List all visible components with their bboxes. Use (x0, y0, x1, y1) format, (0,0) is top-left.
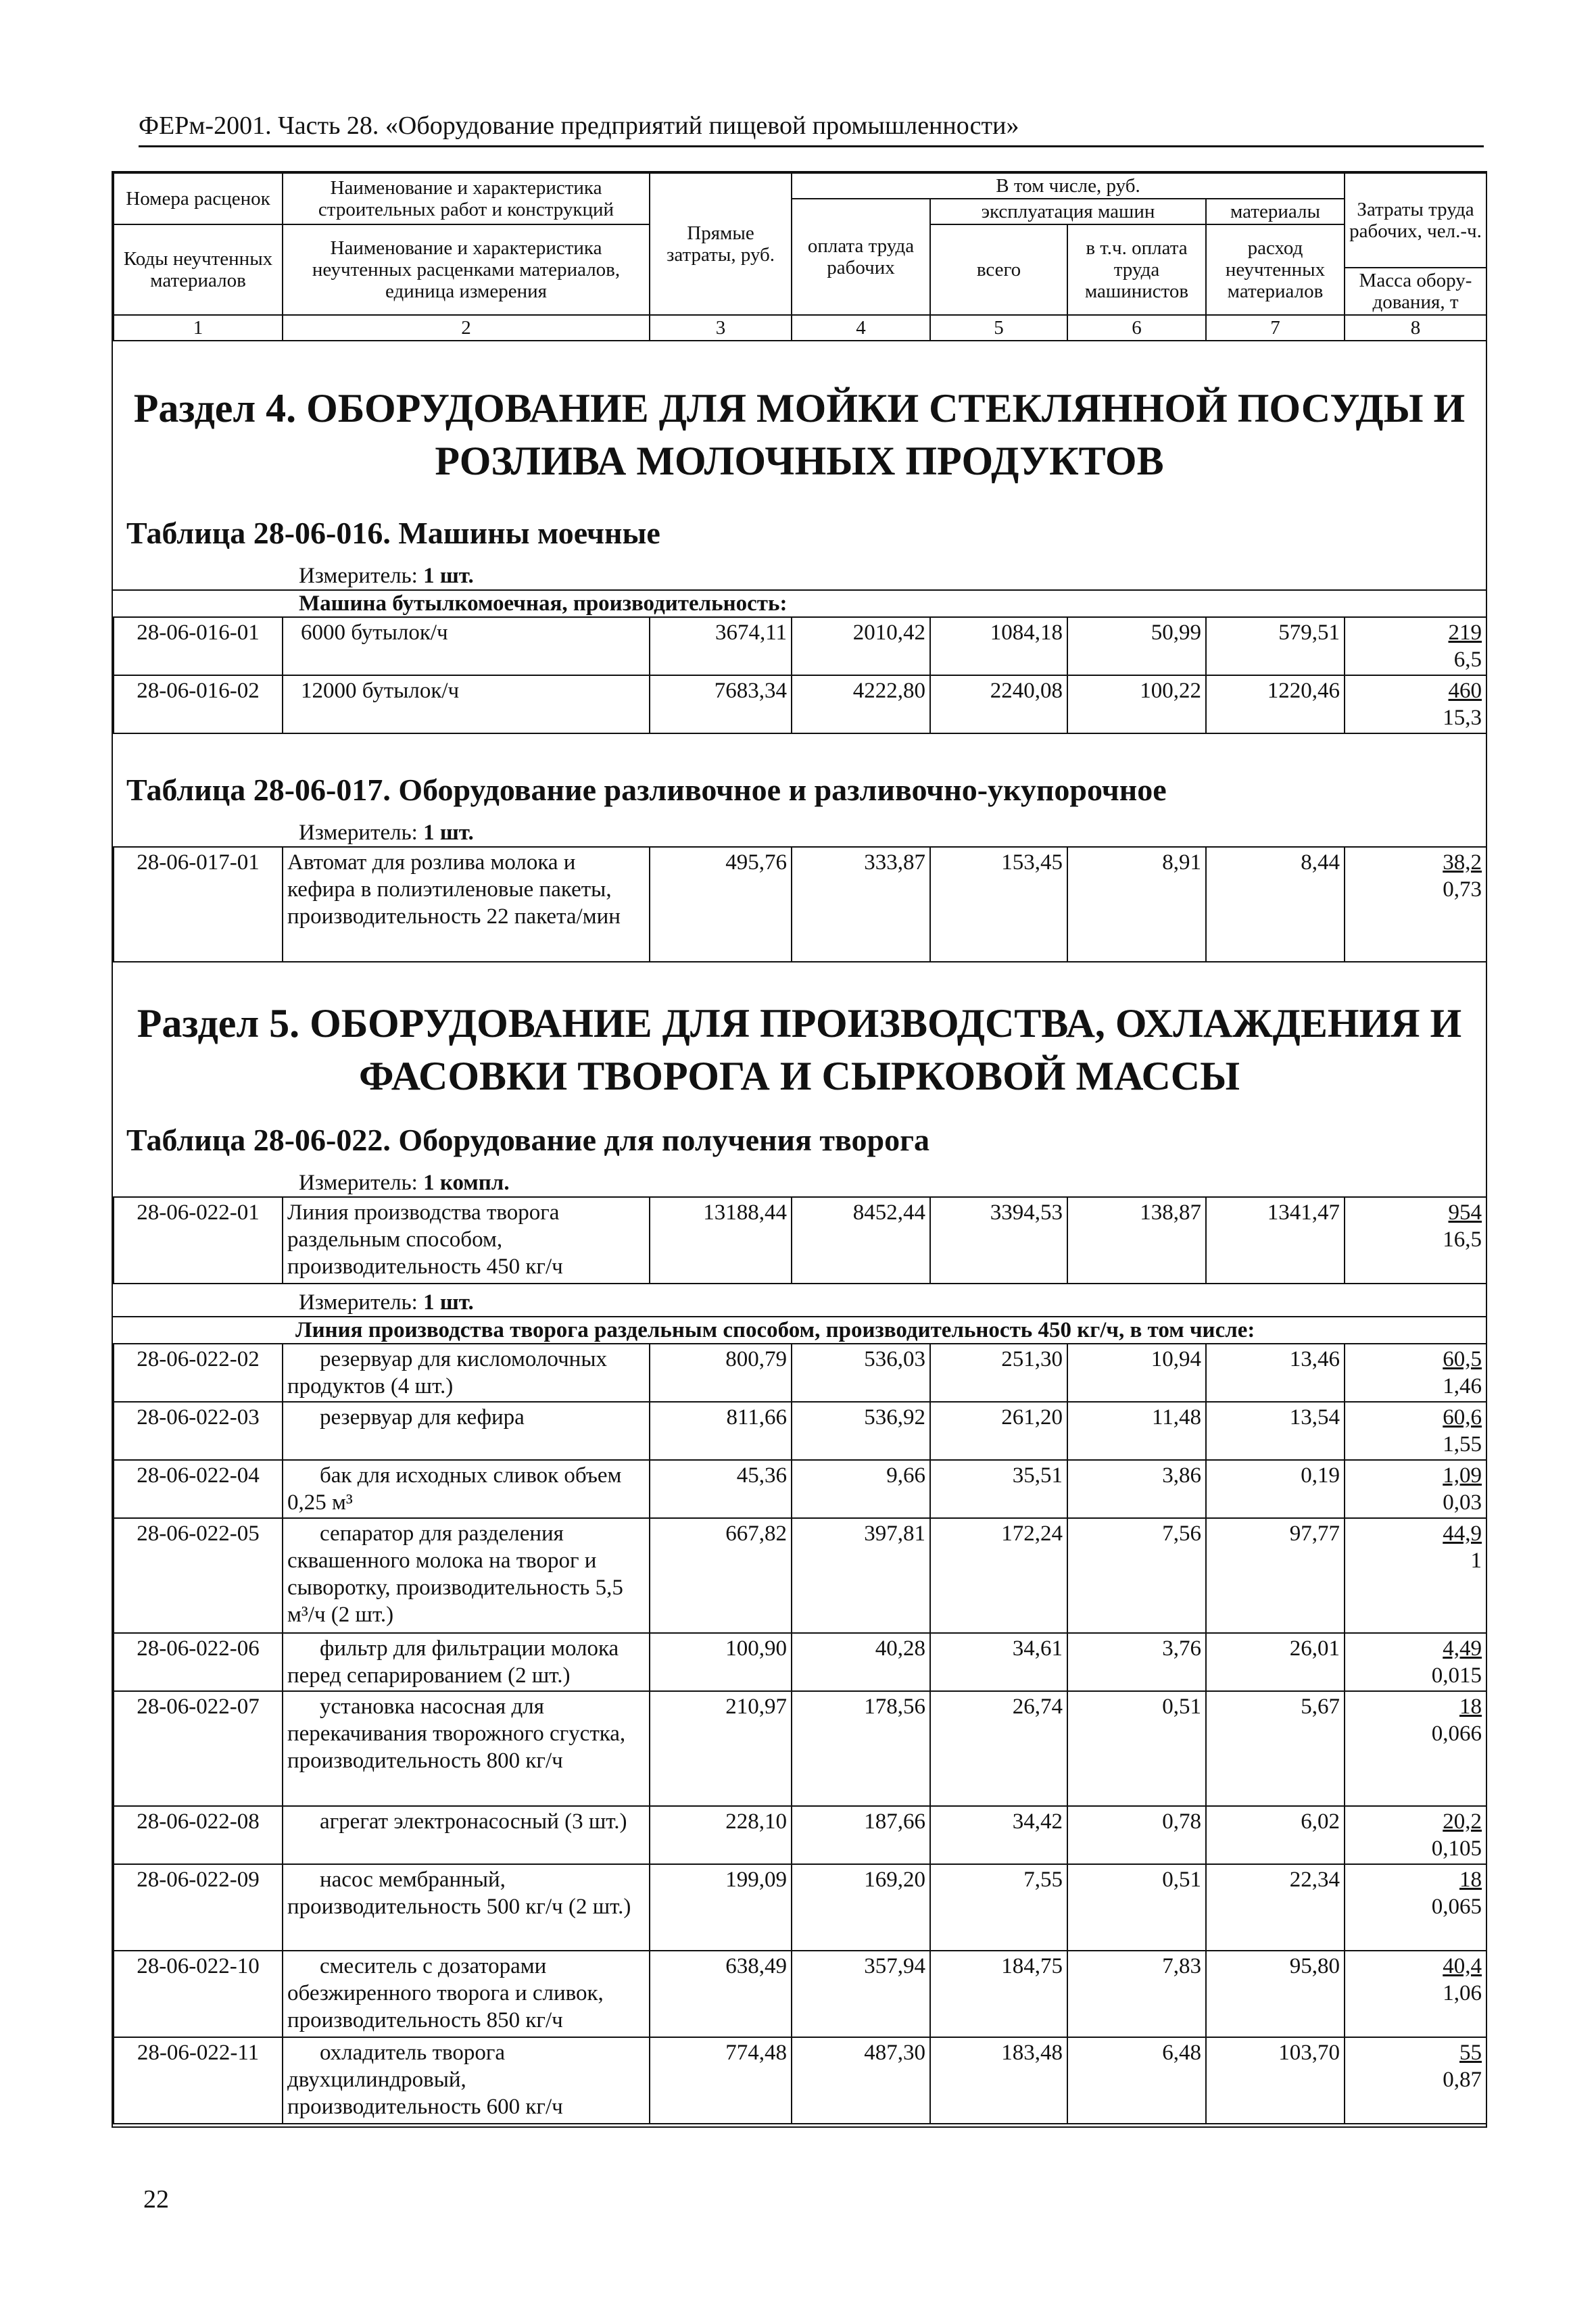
mass-value: 0,87 (1443, 2068, 1482, 2092)
rate-name: охладитель творога двухцилиндровый, производительность 600 кг/ч (283, 2037, 650, 2124)
labor-and-mass (1345, 1197, 1486, 1284)
direct-costs: 7683,34 (650, 675, 792, 733)
section-4-title (113, 382, 1486, 487)
rate-name: установка насосная для перекачивания творожного сгустка, производительность 800 кг/ч (283, 1691, 650, 1806)
table-row (114, 675, 1486, 733)
mass-value: 6,5 (1453, 648, 1482, 672)
labor-value: 38,2 (1443, 850, 1482, 875)
unit-line (299, 1170, 510, 1196)
table-017-rows (113, 846, 1487, 962)
labor-and-mass (1345, 675, 1486, 733)
rate-name: насос мембранный, производительность 500 кг/ч (2 шт.) (283, 1864, 650, 1951)
wages: 536,92 (792, 1402, 930, 1460)
col-header-machines: эксплуатация машин (930, 199, 1206, 224)
table-row (114, 1344, 1486, 1402)
mass-value: 0,73 (1443, 877, 1482, 902)
mass-value: 0,03 (1443, 1490, 1482, 1515)
machinist-wages: 8,91 (1067, 847, 1206, 962)
labor-value: 219 (1448, 620, 1482, 645)
direct-costs: 13188,44 (650, 1197, 792, 1284)
rate-code: 28-06-022-09 (114, 1864, 283, 1951)
section-5-title (113, 997, 1486, 1102)
wages: 8452,44 (792, 1197, 930, 1284)
materials: 26,01 (1206, 1633, 1345, 1691)
labor-value: 18 (1459, 1695, 1482, 1719)
rate-name: Линия производства творога раздельным способом, производительность 450 кг/ч (283, 1197, 650, 1284)
labor-value: 4,49 (1443, 1636, 1482, 1661)
table-row (114, 1691, 1486, 1806)
machines-total: 153,45 (930, 847, 1067, 962)
machinist-wages: 6,48 (1067, 2037, 1206, 2124)
wages: 187,66 (792, 1806, 930, 1864)
machinist-wages: 11,48 (1067, 1402, 1206, 1460)
materials: 8,44 (1206, 847, 1345, 962)
col-header-group: В том числе, руб. (792, 173, 1345, 199)
col-number: 1 (114, 315, 283, 341)
materials: 6,02 (1206, 1806, 1345, 1864)
col-header-labor: Затраты труда рабочих, чел.-ч. (1345, 173, 1486, 268)
machines-total: 35,51 (930, 1460, 1067, 1518)
machinist-wages: 0,51 (1067, 1864, 1206, 1951)
mass-value: 15,3 (1443, 706, 1482, 730)
table-row (114, 1518, 1486, 1633)
wages: 536,03 (792, 1344, 930, 1402)
machinist-wages: 50,99 (1067, 617, 1206, 675)
materials: 5,67 (1206, 1691, 1345, 1806)
table-row (114, 1951, 1486, 2037)
wages: 40,28 (792, 1633, 930, 1691)
section-title-line: РОЗЛИВА МОЛОЧНЫХ ПРОДУКТОВ (435, 439, 1164, 483)
labor-value: 460 (1448, 679, 1482, 703)
table-row (114, 1197, 1486, 1284)
wages: 487,30 (792, 2037, 930, 2124)
labor-and-mass (1345, 1460, 1486, 1518)
materials: 579,51 (1206, 617, 1345, 675)
col-number: 8 (1345, 315, 1486, 341)
unit-label: Измеритель: (299, 1171, 418, 1195)
unit-value: 1 шт. (423, 564, 474, 588)
col-header-materials: материалы (1206, 199, 1345, 224)
machinist-wages: 138,87 (1067, 1197, 1206, 1284)
labor-and-mass (1345, 1633, 1486, 1691)
table-022-rows (113, 1343, 1487, 2124)
table-row (114, 617, 1486, 675)
col-header-machines-total: всего (930, 224, 1067, 315)
machines-total: 34,61 (930, 1633, 1067, 1691)
unit-line (299, 1290, 474, 1315)
direct-costs: 811,66 (650, 1402, 792, 1460)
rate-name: 12000 бутылок/ч (283, 675, 650, 733)
col-header-codes: Номера расценок (114, 173, 283, 224)
labor-value: 60,5 (1443, 1347, 1482, 1371)
unit-label: Измеритель: (299, 564, 418, 588)
labor-and-mass (1345, 617, 1486, 675)
rate-name: Автомат для розлива молока и кефира в полиэтиленовые пакеты, производительность 22 пакета/мин (283, 847, 650, 962)
machinist-wages: 3,86 (1067, 1460, 1206, 1518)
section-title-line: ФАСОВКИ ТВОРОГА И СЫРКОВОЙ МАССЫ (358, 1054, 1240, 1098)
direct-costs: 3674,11 (650, 617, 792, 675)
rate-code: 28-06-017-01 (114, 847, 283, 962)
table-row (114, 1460, 1486, 1518)
labor-value: 1,09 (1443, 1463, 1482, 1488)
rate-code: 28-06-022-08 (114, 1806, 283, 1864)
wages: 357,94 (792, 1951, 930, 2037)
unit-label: Измеритель: (299, 1290, 418, 1315)
mass-value: 1,46 (1443, 1374, 1482, 1398)
direct-costs: 638,49 (650, 1951, 792, 2037)
direct-costs: 667,82 (650, 1518, 792, 1633)
wages: 2010,42 (792, 617, 930, 675)
machines-total: 183,48 (930, 2037, 1067, 2124)
materials: 13,54 (1206, 1402, 1345, 1460)
section-title-line: Раздел 4. ОБОРУДОВАНИЕ ДЛЯ МОЙКИ СТЕКЛЯННОЙ ПОСУДЫ И (133, 386, 1466, 431)
mass-value: 0,066 (1431, 1722, 1482, 1746)
table-row (114, 2037, 1486, 2124)
wages: 169,20 (792, 1864, 930, 1951)
table-row (114, 1806, 1486, 1864)
table-022-row01 (113, 1196, 1487, 1284)
mass-value: 1,06 (1443, 1981, 1482, 2005)
mass-value: 16,5 (1443, 1227, 1482, 1252)
labor-and-mass (1345, 1951, 1486, 2037)
mass-value: 0,065 (1431, 1895, 1482, 1919)
machinist-wages: 3,76 (1067, 1633, 1206, 1691)
rate-name: фильтр для фильтрации молока перед сепарированием (2 шт.) (283, 1633, 650, 1691)
materials: 1341,47 (1206, 1197, 1345, 1284)
rate-code: 28-06-022-11 (114, 2037, 283, 2124)
labor-and-mass (1345, 1691, 1486, 1806)
materials: 95,80 (1206, 1951, 1345, 2037)
machines-total: 261,20 (930, 1402, 1067, 1460)
col-header-direct-costs: Прямые затраты, руб. (650, 173, 792, 315)
rate-name: агрегат электронасосный (3 шт.) (283, 1806, 650, 1864)
table-row (114, 1864, 1486, 1951)
labor-value: 18 (1459, 1868, 1482, 1892)
materials: 0,19 (1206, 1460, 1345, 1518)
direct-costs: 100,90 (650, 1633, 792, 1691)
machines-total: 172,24 (930, 1518, 1067, 1633)
wages: 333,87 (792, 847, 930, 962)
wages: 4222,80 (792, 675, 930, 733)
materials: 1220,46 (1206, 675, 1345, 733)
machines-total: 7,55 (930, 1864, 1067, 1951)
labor-and-mass (1345, 1402, 1486, 1460)
col-number: 7 (1206, 315, 1345, 341)
unit-line (299, 820, 474, 846)
unit-value: 1 компл. (423, 1171, 510, 1195)
labor-and-mass (1345, 847, 1486, 962)
unit-value: 1 шт. (423, 1290, 474, 1315)
table-row (114, 1633, 1486, 1691)
main-table-frame (112, 171, 1487, 2128)
machinist-wages: 0,51 (1067, 1691, 1206, 1806)
rate-name: резервуар для кисломолочных продуктов (4 шт.) (283, 1344, 650, 1402)
rate-code: 28-06-022-04 (114, 1460, 283, 1518)
machines-total: 3394,53 (930, 1197, 1067, 1284)
machinist-wages: 100,22 (1067, 675, 1206, 733)
mass-value: 1 (1470, 1549, 1482, 1573)
rate-code: 28-06-022-02 (114, 1344, 283, 1402)
table-row (114, 1402, 1486, 1460)
machines-total: 26,74 (930, 1691, 1067, 1806)
rate-code: 28-06-022-03 (114, 1402, 283, 1460)
col-number: 5 (930, 315, 1067, 341)
unit-value: 1 шт. (423, 821, 474, 845)
labor-value: 954 (1448, 1200, 1482, 1225)
rate-code: 28-06-022-07 (114, 1691, 283, 1806)
col-header-name: Наименование и характеристика строительных работ и конструкций (283, 173, 650, 224)
table-row (114, 847, 1486, 962)
direct-costs: 495,76 (650, 847, 792, 962)
direct-costs: 774,48 (650, 2037, 792, 2124)
rate-name: бак для исходных сливок объем 0,25 м³ (283, 1460, 650, 1518)
col-number: 6 (1067, 315, 1206, 341)
direct-costs: 228,10 (650, 1806, 792, 1864)
col-header-mass: Масса обору-дования, т (1345, 268, 1486, 315)
mass-value: 0,105 (1431, 1836, 1482, 1861)
labor-value: 60,6 (1443, 1405, 1482, 1430)
labor-and-mass (1345, 1806, 1486, 1864)
rate-code: 28-06-016-02 (114, 675, 283, 733)
machines-total: 251,30 (930, 1344, 1067, 1402)
col-header-material-name: Наименование и характеристика неучтенных расценками материалов, единица измерения (283, 224, 650, 315)
direct-costs: 210,97 (650, 1691, 792, 1806)
machines-total: 2240,08 (930, 675, 1067, 733)
rate-code: 28-06-016-01 (114, 617, 283, 675)
labor-and-mass (1345, 1344, 1486, 1402)
rate-name: сепаратор для разделения сквашенного молока на творог и сыворотку, производительность 5,5 м³/ч (2 шт.) (283, 1518, 650, 1633)
materials: 22,34 (1206, 1864, 1345, 1951)
table-016-rows (113, 616, 1487, 734)
wages: 397,81 (792, 1518, 930, 1633)
machines-total: 184,75 (930, 1951, 1067, 2037)
labor-and-mass (1345, 1864, 1486, 1951)
group-row: Машина бутылкомоечная, производительность: (113, 589, 1486, 618)
rate-name: 6000 бутылок/ч (283, 617, 650, 675)
machinist-wages: 10,94 (1067, 1344, 1206, 1402)
machinist-wages: 0,78 (1067, 1806, 1206, 1864)
col-header-wages: оплата труда рабочих (792, 199, 930, 315)
unit-line (299, 563, 474, 589)
rate-code: 28-06-022-10 (114, 1951, 283, 2037)
rate-code: 28-06-022-01 (114, 1197, 283, 1284)
materials: 13,46 (1206, 1344, 1345, 1402)
direct-costs: 800,79 (650, 1344, 792, 1402)
table-017-title: Таблица 28-06-017. Оборудование разливочное и разливочно-укупорочное (126, 773, 1167, 807)
col-header-material-use: расход неучтенных материалов (1206, 224, 1345, 315)
page-number: 22 (143, 2185, 169, 2214)
labor-and-mass (1345, 2037, 1486, 2124)
col-number: 4 (792, 315, 930, 341)
group-row: Линия производства творога раздельным способом, производительность 450 кг/ч, в том числе: (113, 1316, 1486, 1344)
column-header (113, 172, 1487, 341)
mass-value: 0,015 (1431, 1663, 1482, 1688)
table-016-title: Таблица 28-06-016. Машины моечные (126, 516, 660, 550)
direct-costs: 199,09 (650, 1864, 792, 1951)
col-number: 3 (650, 315, 792, 341)
mass-value: 1,55 (1443, 1432, 1482, 1457)
wages: 178,56 (792, 1691, 930, 1806)
labor-value: 44,9 (1443, 1521, 1482, 1546)
col-header-machinist-wages: в т.ч. оплата труда машинистов (1067, 224, 1206, 315)
machinist-wages: 7,83 (1067, 1951, 1206, 2037)
labor-value: 55 (1459, 2041, 1482, 2065)
direct-costs: 45,36 (650, 1460, 792, 1518)
wages: 9,66 (792, 1460, 930, 1518)
labor-value: 40,4 (1443, 1954, 1482, 1978)
machines-total: 34,42 (930, 1806, 1067, 1864)
machines-total: 1084,18 (930, 617, 1067, 675)
rate-code: 28-06-022-05 (114, 1518, 283, 1633)
materials: 103,70 (1206, 2037, 1345, 2124)
rate-name: резервуар для кефира (283, 1402, 650, 1460)
rate-name: смеситель с дозаторами обезжиренного творога и сливок, производительность 850 кг/ч (283, 1951, 650, 2037)
col-header-material-codes: Коды неучтенных материалов (114, 224, 283, 315)
labor-and-mass (1345, 1518, 1486, 1633)
materials: 97,77 (1206, 1518, 1345, 1633)
col-number: 2 (283, 315, 650, 341)
rate-code: 28-06-022-06 (114, 1633, 283, 1691)
machinist-wages: 7,56 (1067, 1518, 1206, 1633)
table-022-title: Таблица 28-06-022. Оборудование для получения творога (126, 1123, 930, 1157)
section-title-line: Раздел 5. ОБОРУДОВАНИЕ ДЛЯ ПРОИЗВОДСТВА, ОХЛАЖДЕНИЯ И (137, 1001, 1462, 1046)
page-header: ФЕРм-2001. Часть 28. «Оборудование предприятий пищевой промышленности» (139, 110, 1484, 147)
labor-value: 20,2 (1443, 1809, 1482, 1834)
unit-label: Измеритель: (299, 821, 418, 845)
